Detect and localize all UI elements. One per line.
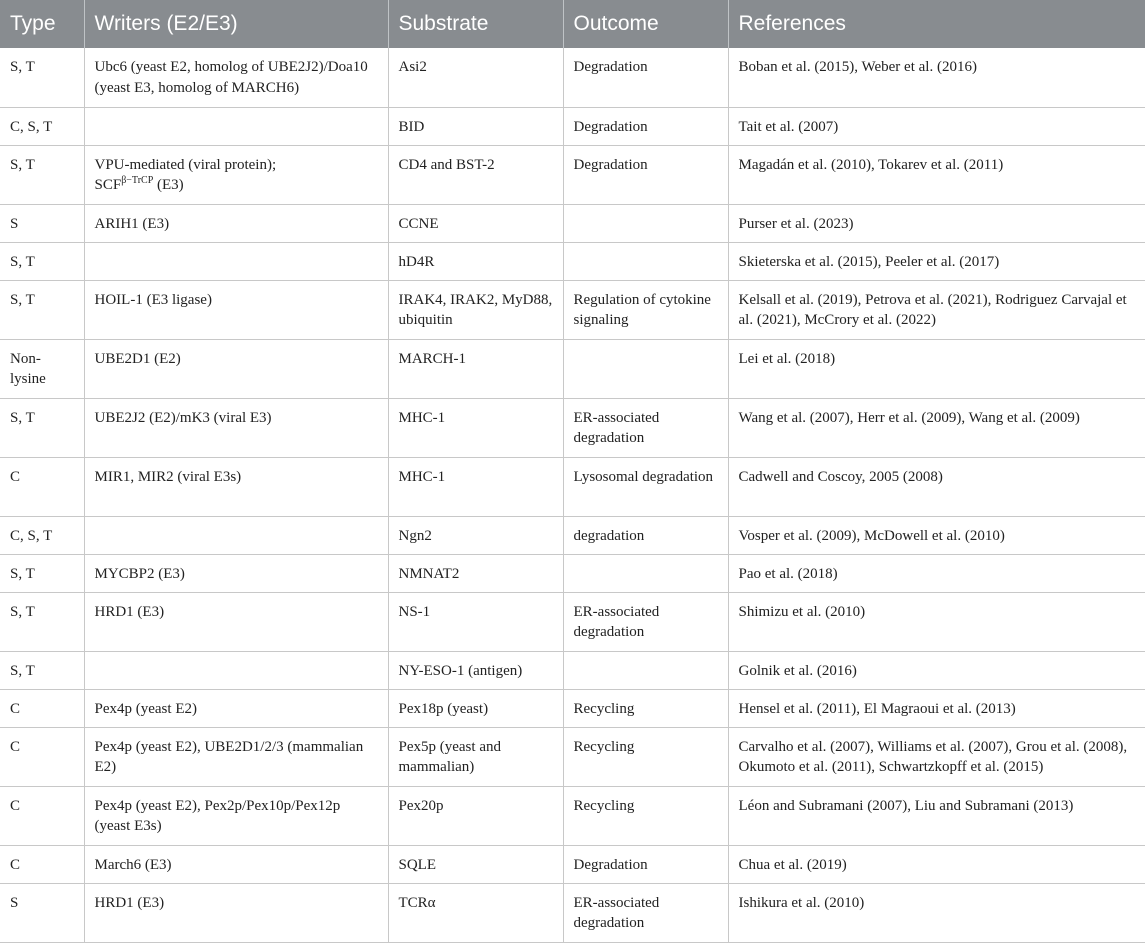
cell-outcome: Degradation — [563, 48, 728, 107]
writers-line2-suffix: (E3) — [153, 177, 184, 193]
table-row — [0, 457, 1145, 516]
cell-writers: ARIH1 (E3) — [84, 204, 388, 242]
cell-writers: March6 (E3) — [84, 845, 388, 883]
cell-type: S, T — [0, 592, 84, 651]
cell-writers: Ubc6 (yeast E2, homolog of UBE2J2)/Doa10 (yeast E3, homolog of MARCH6) — [84, 48, 388, 107]
cell-type: S, T — [0, 145, 84, 204]
cell-references: Vosper et al. (2009), McDowell et al. (2010) — [728, 516, 1145, 554]
cell-type: C — [0, 786, 84, 845]
table-row — [0, 554, 1145, 592]
cell-references: Léon and Subramani (2007), Liu and Subramani (2013) — [728, 786, 1145, 845]
cell-type: S, T — [0, 280, 84, 339]
table-row — [0, 651, 1145, 689]
table-row — [0, 398, 1145, 457]
cell-writers: HRD1 (E3) — [84, 883, 388, 942]
cell-writers: HOIL-1 (E3 ligase) — [84, 280, 388, 339]
cell-substrate: BID — [388, 107, 563, 145]
cell-substrate: TCRα — [388, 883, 563, 942]
cell-references: Magadán et al. (2010), Tokarev et al. (2011) — [728, 145, 1145, 204]
header-type: Type — [0, 0, 84, 48]
cell-substrate: IRAK4, IRAK2, MyD88, ubiquitin — [388, 280, 563, 339]
cell-writers: Pex4p (yeast E2), Pex2p/Pex10p/Pex12p (yeast E3s) — [84, 786, 388, 845]
cell-references: Shimizu et al. (2010) — [728, 592, 1145, 651]
cell-references: Pao et al. (2018) — [728, 554, 1145, 592]
cell-outcome — [563, 339, 728, 398]
table-row — [0, 280, 1145, 339]
table-row — [0, 592, 1145, 651]
writers-line1: VPU-mediated (viral protein); — [94, 156, 277, 173]
cell-substrate: NS-1 — [388, 592, 563, 651]
cell-outcome: Lysosomal degradation — [563, 457, 728, 516]
cell-type: C — [0, 457, 84, 516]
cell-type: S, T — [0, 48, 84, 107]
cell-type: S, T — [0, 651, 84, 689]
cell-outcome: ER-associated degradation — [563, 398, 728, 457]
cell-references: Kelsall et al. (2019), Petrova et al. (2021), Rodriguez Carvajal et al. (2021), McCrory et al. (2022) — [728, 280, 1145, 339]
cell-substrate: CD4 and BST-2 — [388, 145, 563, 204]
cell-outcome — [563, 651, 728, 689]
writers-line2-superscript: β−TrCP — [121, 175, 154, 186]
cell-type: Non-lysine — [0, 339, 84, 398]
cell-writers: UBE2D1 (E2) — [84, 339, 388, 398]
cell-substrate: Ngn2 — [388, 516, 563, 554]
cell-outcome: ER-associated degradation — [563, 592, 728, 651]
cell-outcome: Recycling — [563, 689, 728, 727]
cell-type: C — [0, 689, 84, 727]
cell-writers: HRD1 (E3) — [84, 592, 388, 651]
table-row — [0, 883, 1145, 942]
cell-type: S, T — [0, 398, 84, 457]
cell-writers: UBE2J2 (E2)/mK3 (viral E3) — [84, 398, 388, 457]
cell-outcome — [563, 554, 728, 592]
cell-writers: Pex4p (yeast E2) — [84, 689, 388, 727]
cell-outcome — [563, 242, 728, 280]
table-row — [0, 145, 1145, 204]
cell-writers — [84, 145, 388, 204]
cell-type: S — [0, 204, 84, 242]
cell-substrate: SQLE — [388, 845, 563, 883]
table-row — [0, 48, 1145, 107]
table-row — [0, 204, 1145, 242]
cell-substrate: CCNE — [388, 204, 563, 242]
table-row — [0, 107, 1145, 145]
cell-writers — [84, 651, 388, 689]
cell-outcome: Recycling — [563, 727, 728, 786]
cell-outcome: degradation — [563, 516, 728, 554]
writers-line2-prefix: SCF — [94, 177, 122, 193]
cell-type: C, S, T — [0, 107, 84, 145]
cell-outcome: Regulation of cytokine signaling — [563, 280, 728, 339]
cell-type: S — [0, 883, 84, 942]
cell-references: Cadwell and Coscoy, 2005 (2008) — [728, 457, 1145, 516]
header-outcome: Outcome — [563, 0, 728, 48]
cell-substrate: NY-ESO-1 (antigen) — [388, 651, 563, 689]
cell-type: S, T — [0, 554, 84, 592]
table-row — [0, 339, 1145, 398]
cell-substrate: Pex5p (yeast and mammalian) — [388, 727, 563, 786]
cell-type: C — [0, 845, 84, 883]
cell-type: C, S, T — [0, 516, 84, 554]
cell-references: Chua et al. (2019) — [728, 845, 1145, 883]
cell-outcome — [563, 204, 728, 242]
cell-references: Golnik et al. (2016) — [728, 651, 1145, 689]
cell-references: Hensel et al. (2011), El Magraoui et al. (2013) — [728, 689, 1145, 727]
cell-substrate: Pex18p (yeast) — [388, 689, 563, 727]
cell-type: C — [0, 727, 84, 786]
cell-references: Ishikura et al. (2010) — [728, 883, 1145, 942]
cell-writers: MIR1, MIR2 (viral E3s) — [84, 457, 388, 516]
header-row — [0, 0, 1145, 48]
cell-substrate: MARCH-1 — [388, 339, 563, 398]
cell-writers — [84, 107, 388, 145]
table-row — [0, 242, 1145, 280]
cell-outcome: Degradation — [563, 145, 728, 204]
cell-writers: MYCBP2 (E3) — [84, 554, 388, 592]
cell-outcome: Degradation — [563, 107, 728, 145]
cell-outcome: Recycling — [563, 786, 728, 845]
cell-writers: Pex4p (yeast E2), UBE2D1/2/3 (mammalian E2) — [84, 727, 388, 786]
cell-references: Carvalho et al. (2007), Williams et al. (2007), Grou et al. (2008), Okumoto et al. (2011), Schwartzkopff et al. (2015) — [728, 727, 1145, 786]
table-row — [0, 727, 1145, 786]
cell-references: Boban et al. (2015), Weber et al. (2016) — [728, 48, 1145, 107]
cell-substrate: MHC-1 — [388, 457, 563, 516]
table-row — [0, 845, 1145, 883]
cell-references: Tait et al. (2007) — [728, 107, 1145, 145]
cell-substrate: NMNAT2 — [388, 554, 563, 592]
cell-references: Purser et al. (2023) — [728, 204, 1145, 242]
cell-writers — [84, 516, 388, 554]
cell-references: Skieterska et al. (2015), Peeler et al. (2017) — [728, 242, 1145, 280]
table-row — [0, 689, 1145, 727]
cell-writers — [84, 242, 388, 280]
table-row — [0, 516, 1145, 554]
cell-references: Wang et al. (2007), Herr et al. (2009), Wang et al. (2009) — [728, 398, 1145, 457]
cell-substrate: MHC-1 — [388, 398, 563, 457]
cell-outcome: ER-associated degradation — [563, 883, 728, 942]
cell-substrate: hD4R — [388, 242, 563, 280]
cell-type: S, T — [0, 242, 84, 280]
header-substrate: Substrate — [388, 0, 563, 48]
cell-substrate: Asi2 — [388, 48, 563, 107]
table-row — [0, 786, 1145, 845]
header-writers: Writers (E2/E3) — [84, 0, 388, 48]
cell-references: Lei et al. (2018) — [728, 339, 1145, 398]
header-references: References — [738, 12, 846, 35]
cell-outcome: Degradation — [563, 845, 728, 883]
cell-substrate: Pex20p — [388, 786, 563, 845]
